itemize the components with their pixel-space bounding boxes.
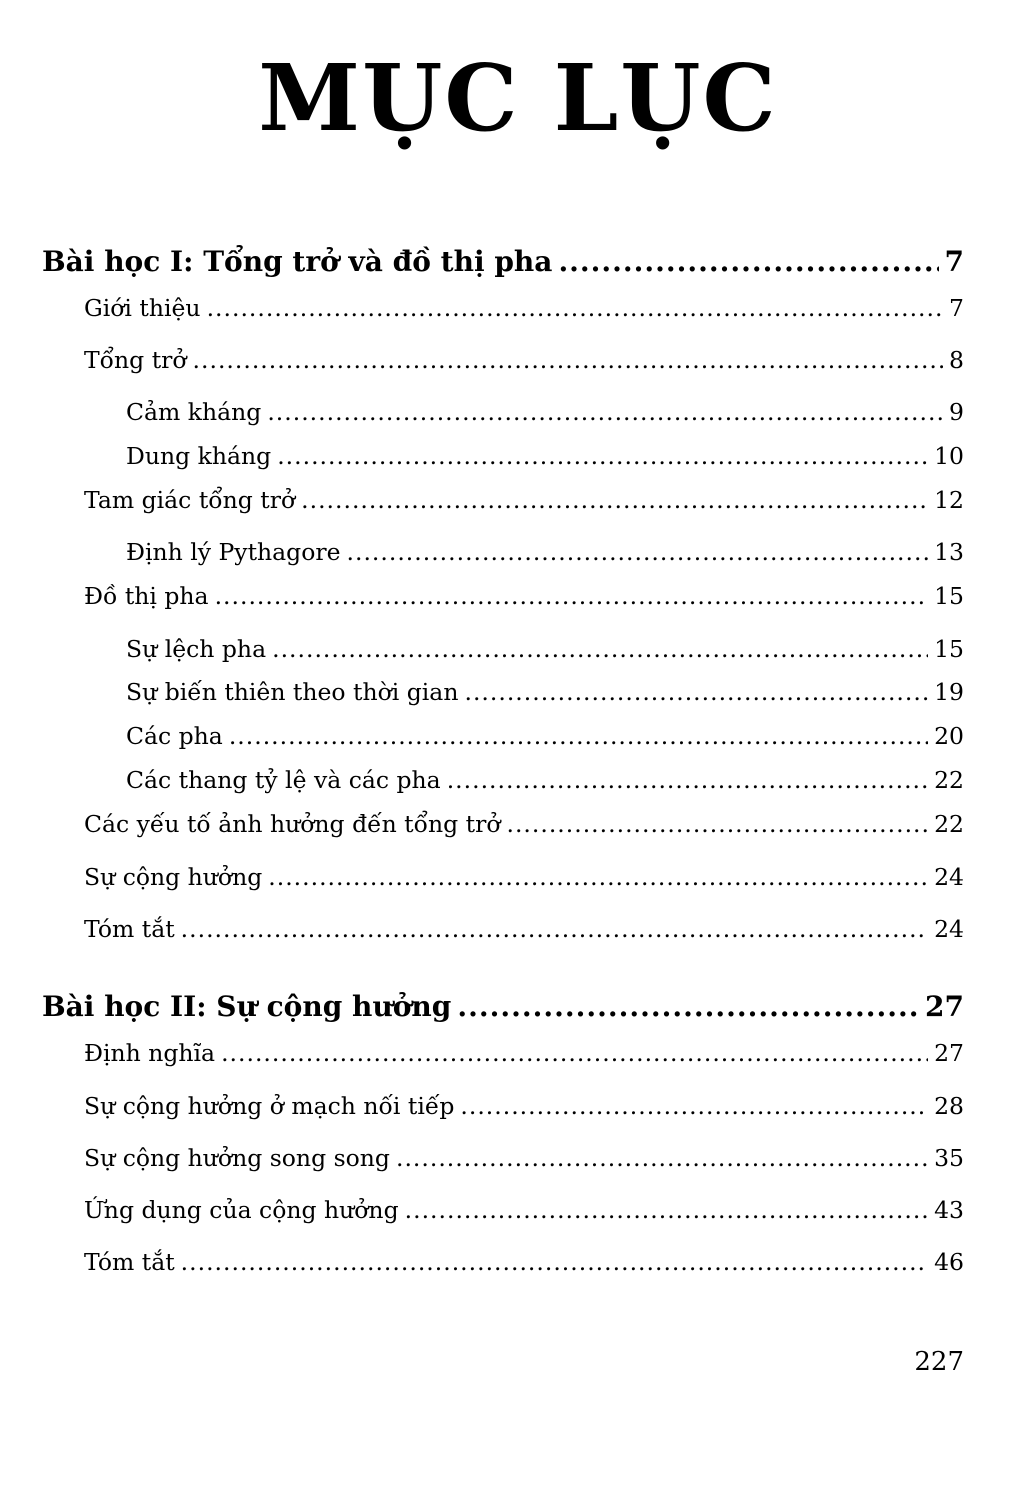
toc-entry-label: Các thang tỷ lệ và các pha [126,766,441,794]
toc-entry-page: 15 [934,635,964,663]
toc-entry[interactable] [84,346,964,374]
toc-entry-page: 24 [934,863,964,891]
toc-entry[interactable] [126,678,964,706]
toc-entry-page: 27 [925,990,964,1023]
toc-entry-page: 24 [934,915,964,943]
toc-dot-leader [447,766,928,794]
toc-entry-label: Tóm tắt [84,915,175,943]
toc-dot-leader [268,863,928,891]
toc-entry-lesson-2[interactable] [42,990,964,1023]
toc-entry[interactable] [84,915,964,943]
toc-dot-leader [558,245,938,278]
toc-entry[interactable] [84,1248,964,1276]
toc-entry-label: Sự biến thiên theo thời gian [126,678,459,706]
toc-entry-label: Sự cộng hưởng [84,863,263,891]
toc-entry-page: 12 [934,486,964,514]
toc-entry-page: 8 [949,346,964,374]
toc-entry-page: 19 [934,678,964,706]
toc-entry[interactable] [84,810,964,838]
toc-entry-lesson-1[interactable] [42,245,964,278]
toc-entry-page: 9 [949,398,964,426]
toc-dot-leader [277,442,928,470]
toc-dot-leader [229,722,928,750]
toc-entry-label: Bài học I: Tổng trở và đồ thị pha [42,245,553,278]
toc-entry[interactable] [84,294,964,322]
toc-entry-label: Đồ thị pha [84,582,209,610]
toc-dot-leader [221,1039,928,1067]
toc-entry[interactable] [84,1092,964,1120]
toc-entry-label: Tổng trở [84,346,187,374]
toc-entry-page: 22 [934,810,964,838]
toc-entry[interactable] [84,582,964,610]
toc-entry-label: Sự lệch pha [126,635,267,663]
toc-entry-label: Tam giác tổng trở [84,486,296,514]
toc-entry-label: Dung kháng [126,442,272,470]
toc-entry[interactable] [126,398,964,426]
toc-entry[interactable] [84,1039,964,1067]
toc-dot-leader [181,1248,928,1276]
toc-entry-page: 7 [949,294,964,322]
toc-entry[interactable] [126,635,964,663]
toc-entry-page: 13 [934,538,964,566]
toc-dot-leader [215,582,929,610]
toc-entry-label: Bài học II: Sự cộng hưởng [42,990,452,1023]
toc-dot-leader [506,810,928,838]
toc-entry-label: Cảm kháng [126,398,262,426]
toc-entry-page: 7 [944,245,964,278]
toc-dot-leader [460,1092,928,1120]
toc-entry[interactable] [84,1144,964,1172]
toc-entry-page: 22 [934,766,964,794]
toc-dot-leader [396,1144,928,1172]
toc-entry-page: 20 [934,722,964,750]
toc-entry-page: 46 [934,1248,964,1276]
toc-entry[interactable] [84,863,964,891]
toc-entry-page: 15 [934,582,964,610]
toc-entry[interactable] [126,442,964,470]
toc-entry[interactable] [84,1196,964,1224]
toc-dot-leader [457,990,919,1023]
toc-entry-page: 35 [934,1144,964,1172]
toc-entry-label: Ứng dụng của cộng hưởng [84,1196,399,1224]
toc-dot-leader [301,486,928,514]
toc-dot-leader [181,915,928,943]
toc-dot-leader [207,294,943,322]
toc-dot-leader [347,538,929,566]
toc-entry-label: Giới thiệu [84,294,201,322]
toc-entry[interactable] [126,722,964,750]
toc-entry-page: 27 [934,1039,964,1067]
toc-dot-leader [464,678,928,706]
page-number: 227 [914,1347,964,1377]
page-title: MỤC LỤC [258,44,778,152]
toc-entry-label: Sự cộng hưởng ở mạch nối tiếp [84,1092,455,1120]
toc-entry-label: Các yếu tố ảnh hưởng đến tổng trở [84,810,501,838]
toc-entry-label: Định lý Pythagore [126,538,341,566]
toc-entry-label: Sự cộng hưởng song song [84,1144,390,1172]
toc-dot-leader [272,635,928,663]
toc-entry-label: Các pha [126,722,223,750]
toc-entry[interactable] [84,486,964,514]
toc-entry-page: 28 [934,1092,964,1120]
toc-entry[interactable] [126,538,964,566]
toc-entry-label: Tóm tắt [84,1248,175,1276]
toc-entry[interactable] [126,766,964,794]
toc-dot-leader [193,346,944,374]
toc-dot-leader [405,1196,928,1224]
toc-entry-page: 10 [934,442,964,470]
toc-entry-label: Định nghĩa [84,1039,216,1067]
toc-dot-leader [267,398,943,426]
toc-entry-page: 43 [934,1196,964,1224]
